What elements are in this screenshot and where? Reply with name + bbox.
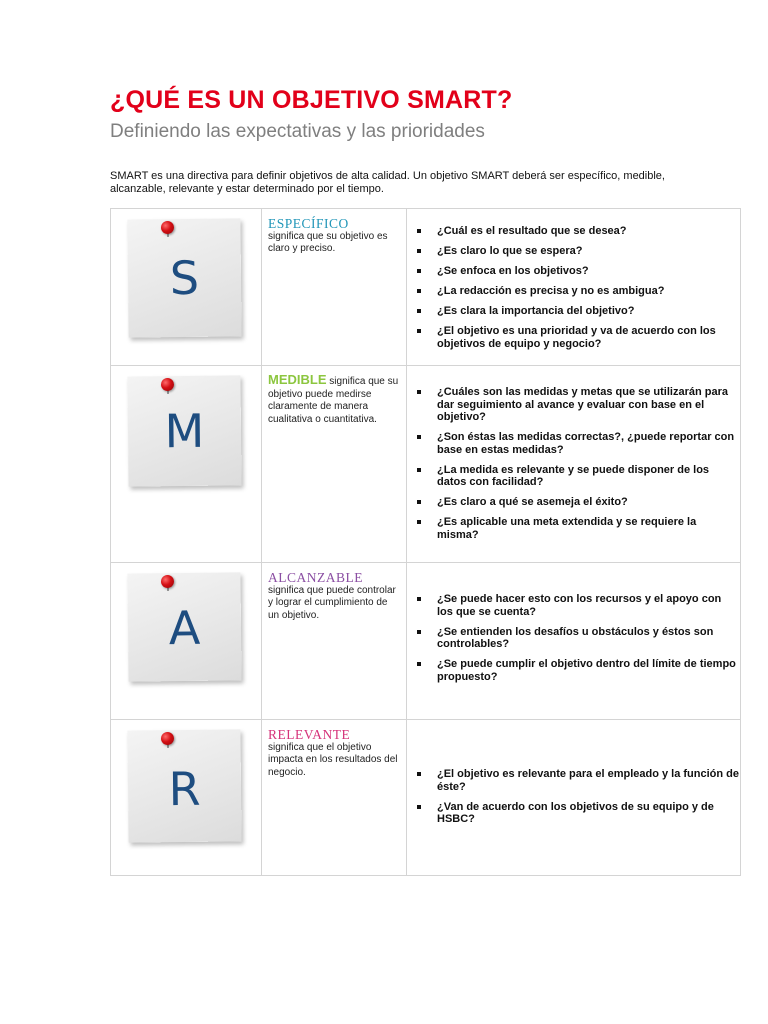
pushpin-icon (161, 575, 174, 588)
letter-cell (111, 209, 262, 366)
list-item: ¿La redacción es precisa y no es ambigua? (417, 285, 740, 298)
list-item: ¿Se entienden los desafíos u obstáculos y éstos son controlables? (417, 626, 740, 651)
list-item: ¿Es claro lo que se espera? (417, 245, 740, 258)
row-description: significa que puede controlar y lograr el cumplimiento de un objetivo. (268, 584, 396, 621)
table-row (111, 720, 741, 876)
row-description: significa que su objetivo es claro y preciso. (268, 230, 388, 254)
definition-cell (262, 209, 407, 366)
page-title: ¿QUÉ ES UN OBJETIVO SMART? (110, 86, 513, 114)
pushpin-icon (161, 221, 174, 234)
list-item: ¿El objetivo es relevante para el empleado y la función de éste? (417, 768, 740, 793)
intro-paragraph: SMART es una directiva para definir objetivos de alta calidad. Un objetivo SMART deberá ser específico, medible, alcanzable, relevante y estar determinado por el tiempo. (110, 170, 665, 195)
smart-table (110, 208, 741, 876)
definition-cell (262, 366, 407, 563)
list-item: ¿Van de acuerdo con los objetivos de su equipo y de HSBC? (417, 801, 740, 826)
table-row (111, 366, 741, 563)
pushpin-icon (161, 732, 174, 745)
table-row (111, 209, 741, 366)
note-letter: A (168, 600, 201, 656)
list-item: ¿Es claro a qué se asemeja el éxito? (417, 496, 740, 509)
list-item: ¿Es clara la importancia del objetivo? (417, 305, 740, 318)
page-subtitle: Definiendo las expectativas y las prioridades (110, 121, 485, 142)
sticky-note-image (127, 729, 241, 842)
row-heading: MEDIBLE (268, 372, 327, 387)
row-heading: RELEVANTE (268, 727, 351, 742)
pushpin-icon (161, 378, 174, 391)
definition-cell (262, 720, 407, 876)
list-item: ¿Se enfoca en los objetivos? (417, 265, 740, 278)
letter-cell (111, 563, 262, 720)
letter-cell (111, 366, 262, 563)
list-item: ¿El objetivo es una prioridad y va de acuerdo con los objetivos de equipo y negocio? (417, 325, 740, 350)
row-heading: ESPECÍFICO (268, 216, 349, 231)
row-description: significa que su objetivo puede medirse claramente de manera cualitativa o cuantitativa. (268, 376, 399, 425)
sticky-note-image (127, 572, 241, 681)
sticky-note-image (127, 375, 241, 486)
row-heading: ALCANZABLE (268, 570, 363, 585)
letter-cell (111, 720, 262, 876)
list-item: ¿Se puede cumplir el objetivo dentro del límite de tiempo propuesto? (417, 658, 740, 683)
list-item: ¿Es aplicable una meta extendida y se requiere la misma? (417, 516, 740, 541)
questions-cell (407, 720, 741, 876)
note-letter: R (168, 761, 201, 817)
questions-cell (407, 366, 741, 563)
sticky-note-image (127, 218, 241, 337)
list-item: ¿Cuáles son las medidas y metas que se utilizarán para dar seguimiento al avance y evaluar con base en el objetivo? (417, 386, 740, 424)
list-item: ¿Son éstas las medidas correctas?, ¿puede reportar con base en estas medidas? (417, 431, 740, 456)
questions-cell (407, 209, 741, 366)
note-letter: S (169, 250, 200, 306)
list-item: ¿La medida es relevante y se puede disponer de los datos con facilidad? (417, 464, 740, 489)
list-item: ¿Cuál es el resultado que se desea? (417, 225, 740, 238)
definition-cell (262, 563, 407, 720)
note-letter: M (164, 403, 205, 459)
questions-cell (407, 563, 741, 720)
row-description: significa que el objetivo impacta en los resultados del negocio. (268, 741, 398, 778)
table-row (111, 563, 741, 720)
list-item: ¿Se puede hacer esto con los recursos y el apoyo con los que se cuenta? (417, 593, 740, 618)
